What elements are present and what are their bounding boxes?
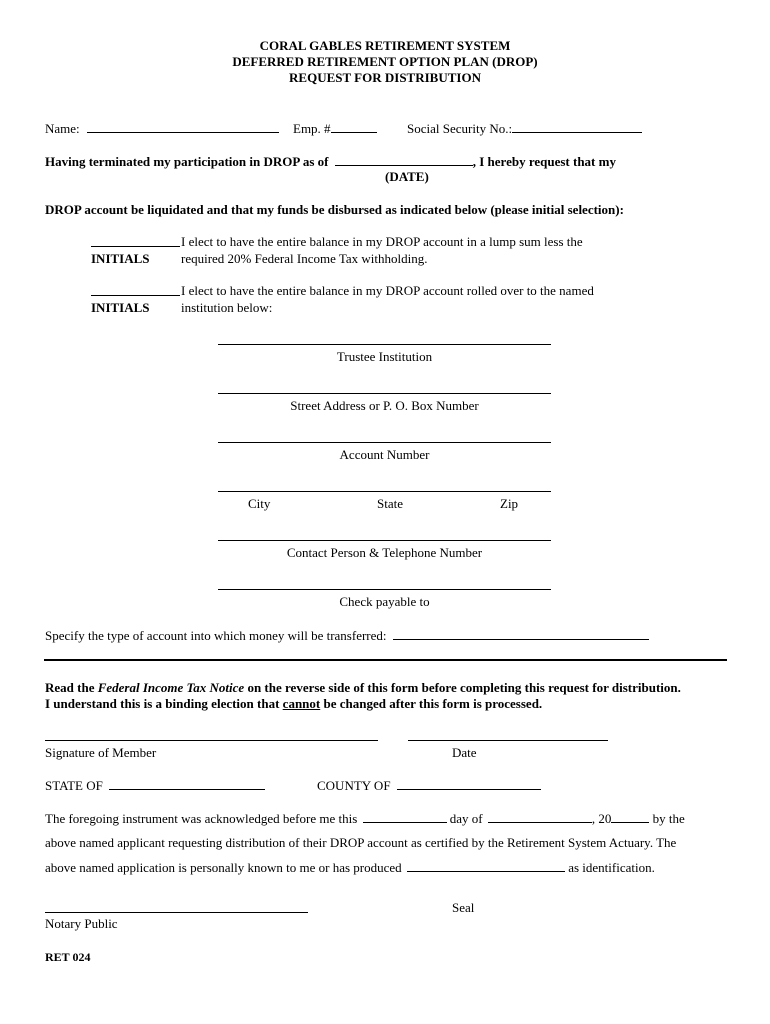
ack-text-a: The foregoing instrument was acknowledged before me this: [45, 811, 358, 826]
state-label: State: [377, 496, 403, 511]
account-number-field[interactable]: [218, 442, 551, 443]
payable-field[interactable]: [218, 589, 551, 590]
account-type-row: [45, 627, 649, 644]
ack-year-field[interactable]: [611, 810, 649, 823]
emp-row: [293, 120, 377, 137]
option-2-initials-field[interactable]: [91, 295, 180, 296]
binding-suffix: be changed after this form is processed.: [323, 696, 543, 711]
acknowledgement-line-2: above named applicant requesting distribution of their DROP account as certified by the Retirement System Actuary. The: [45, 835, 677, 850]
zip-label: Zip: [500, 496, 519, 511]
termination-date-field[interactable]: [335, 153, 473, 166]
contact-label: Contact Person & Telephone Number: [286, 545, 483, 560]
county-of-field[interactable]: [397, 777, 541, 790]
binding-election-line: [45, 696, 542, 712]
signature-date-field[interactable]: [408, 740, 608, 741]
ack-text-c: , 20: [591, 811, 612, 826]
ack-text-d: by the: [652, 811, 685, 826]
state-of-field[interactable]: [109, 777, 265, 790]
member-signature-label: Signature of Member: [45, 745, 157, 760]
ssn-label: Social Security No.:: [407, 121, 513, 136]
trustee-label: Trustee Institution: [336, 349, 433, 364]
termination-text-after: , I hereby request that my: [472, 154, 616, 169]
acknowledgement-line-1: [45, 810, 685, 827]
ack-month-field[interactable]: [488, 810, 592, 823]
state-of-label: STATE OF: [45, 778, 103, 793]
name-field[interactable]: [87, 120, 279, 133]
liquidation-instruction: DROP account be liquidated and that my funds be disbursed as indicated below (please initial selection):: [45, 202, 624, 217]
payable-label: Check payable to: [339, 594, 430, 609]
contact-field[interactable]: [218, 540, 551, 541]
option-2-initials-label: INITIALS: [91, 300, 150, 315]
city-label: City: [248, 496, 271, 511]
binding-prefix: I understand this is a binding election that: [45, 696, 280, 711]
option-1-initials-field[interactable]: [91, 246, 180, 247]
binding-cannot: cannot: [282, 696, 321, 711]
header-line-2: DEFERRED RETIREMENT OPTION PLAN (DROP): [232, 54, 538, 69]
notary-signature-field[interactable]: [45, 912, 308, 913]
ack-text-f: as identification.: [568, 860, 655, 875]
tax-notice-prefix: Read the: [45, 680, 95, 695]
ack-text-b: day of: [449, 811, 483, 826]
tax-notice-title: Federal Income Tax Notice: [97, 680, 245, 695]
option-2-line-2: institution below:: [181, 300, 273, 315]
state-row: [45, 777, 265, 794]
address-field[interactable]: [218, 393, 551, 394]
city-state-zip-field[interactable]: [218, 491, 551, 492]
acknowledgement-line-3: [45, 859, 655, 876]
option-2-line-1: I elect to have the entire balance in my DROP account rolled over to the named: [181, 283, 594, 298]
name-label: Name:: [45, 121, 80, 136]
header-line-3: REQUEST FOR DISTRIBUTION: [289, 70, 481, 85]
trustee-field[interactable]: [218, 344, 551, 345]
account-type-label: Specify the type of account into which money will be transferred:: [45, 628, 387, 643]
emp-number-field[interactable]: [331, 120, 377, 133]
member-signature-field[interactable]: [45, 740, 378, 741]
form-code: RET 024: [45, 950, 91, 964]
option-1-line-1: I elect to have the entire balance in my DROP account in a lump sum less the: [181, 234, 583, 249]
seal-label: Seal: [452, 900, 475, 915]
option-1-initials-label: INITIALS: [91, 251, 150, 266]
notary-public-label: Notary Public: [45, 916, 118, 931]
county-of-label: COUNTY OF: [317, 778, 391, 793]
termination-text: Having terminated my participation in DROP as of: [45, 154, 329, 169]
ack-day-field[interactable]: [363, 810, 447, 823]
termination-row: [45, 153, 616, 170]
account-type-field[interactable]: [393, 627, 649, 640]
ssn-row: [407, 120, 642, 137]
address-label: Street Address or P. O. Box Number: [290, 398, 479, 413]
emp-label: Emp. #: [293, 121, 331, 136]
tax-notice-line: [45, 680, 681, 696]
section-divider: [44, 659, 727, 661]
option-1-line-2: required 20% Federal Income Tax withholding.: [181, 251, 428, 266]
date-caption: (DATE): [385, 169, 429, 184]
identification-field[interactable]: [407, 859, 565, 872]
ssn-field[interactable]: [512, 120, 642, 133]
ack-text-e: above named application is personally known to me or has produced: [45, 860, 402, 875]
signature-date-label: Date: [452, 745, 477, 760]
tax-notice-suffix: on the reverse side of this form before completing this request for distribution.: [247, 680, 681, 695]
name-row: [45, 120, 279, 137]
account-number-label: Account Number: [339, 447, 430, 462]
header-line-1: CORAL GABLES RETIREMENT SYSTEM: [259, 38, 511, 53]
county-row: [317, 777, 541, 794]
